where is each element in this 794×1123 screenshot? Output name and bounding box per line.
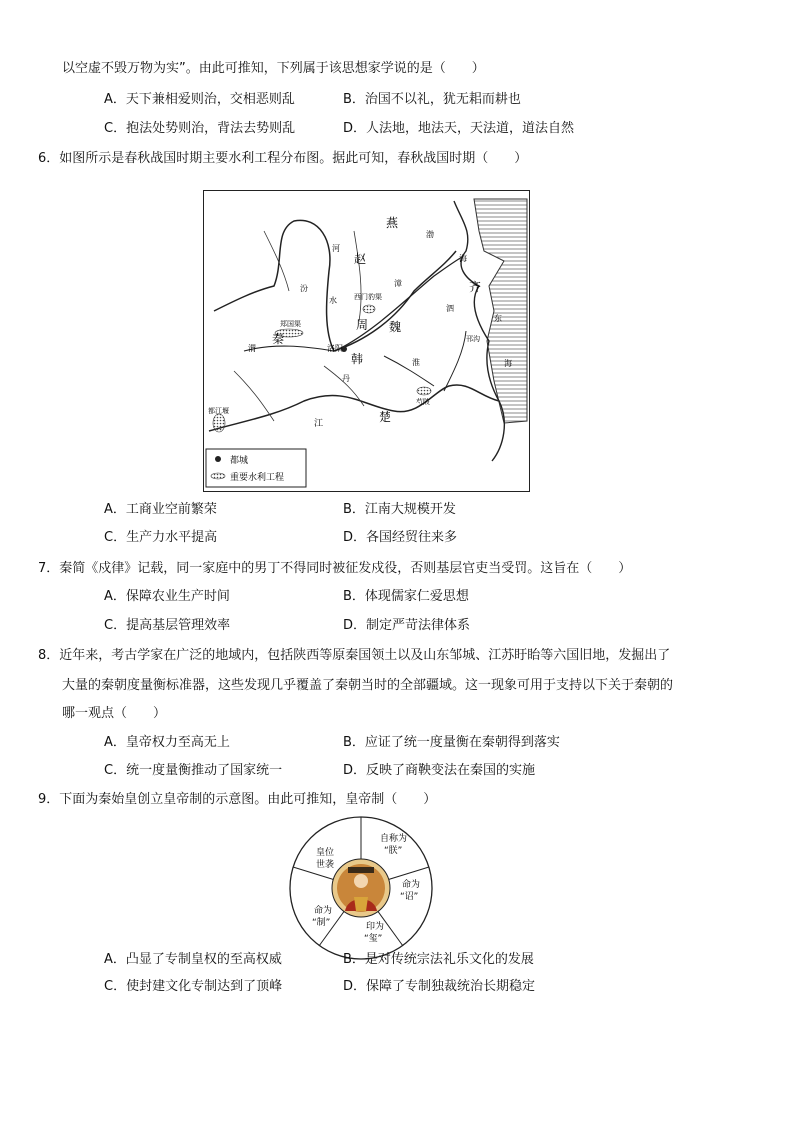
q9-stem: 9．下面为秦始皇创立皇帝制的示意图。由此可推知，皇帝制（ ） [38,792,437,807]
q8-option-b: B．应证了统一度量衡在秦朝得到落实 [343,735,560,750]
state-label: 韩 [351,352,364,366]
svg-text:水: 水 [329,296,337,305]
svg-text:丹: 丹 [342,374,350,383]
q6-option-c: C．生产力水平提高 [104,530,218,545]
q7-option-d: D．制定严苛法律体系 [343,618,471,633]
state-label: 周 [356,318,369,332]
q9-option-b: B．是对传统宗法礼乐文化的发展 [343,952,534,967]
diagram-figure [288,815,434,961]
svg-text:海: 海 [504,359,512,368]
q6-option-a: A．工商业空前繁荣 [104,502,217,517]
q8-stem-line-2: 大量的秦朝度量衡标准器，这些发现几乎覆盖了秦朝当时的全部疆域。这一现象可用于支持以下关于秦朝的 [62,678,674,693]
ximenbao-canal-mark [363,305,375,313]
svg-text:汾: 汾 [300,284,308,293]
state-label: 魏 [389,320,402,334]
legend-capital: 都城 [230,456,249,466]
quebei-mark [417,387,431,395]
q6-option-b: B．江南大规模开发 [343,502,456,517]
svg-text:淮: 淮 [412,358,420,367]
q8-option-c: C．统一度量衡推动了国家统一 [104,763,283,778]
state-label: 燕 [386,216,399,230]
segment-4-line-1: 命为 [314,906,333,916]
svg-text:都江堰: 都江堰 [208,407,229,415]
segment-1-line-1: 自称为 [380,834,408,844]
q8-stem-line-1: 8．近年来，考古学家在广泛的地域内，包括陕西等原秦国领土以及山东邹城、江苏盱眙等六国旧地，发掘出了 [38,648,671,663]
q9-option-a: A．凸显了专制皇权的至高权威 [104,952,282,967]
svg-text:邗沟: 邗沟 [466,335,480,343]
legend-waterworks: 重要水利工程 [230,473,285,483]
svg-text:漳: 漳 [394,279,402,288]
legend-waterworks-swatch [211,473,225,479]
svg-text:洛阳: 洛阳 [327,344,343,353]
svg-text:江: 江 [314,419,324,429]
state-label: 齐 [469,280,482,294]
huai-river [384,356,434,386]
sea-area [474,199,527,423]
svg-text:郑国渠: 郑国渠 [280,320,301,328]
state-label: 赵 [354,252,367,266]
hangou-canal [444,331,466,391]
legend-capital-dot [215,456,221,462]
q5-stem: 以空虚不毁万物为实”。由此可推知，下列属于该思想家学说的是（ ） [62,61,485,76]
svg-text:河: 河 [332,244,340,253]
yellow-river [214,220,456,351]
q5-option-b: B．治国不以礼，犹无耜而耕也 [343,92,521,107]
svg-text:泗: 泗 [446,304,454,313]
q8-stem-line-3: 哪一观点（ ） [62,706,167,721]
q5-option-d: D．人法地，地法天，天法道，道法自然 [343,121,575,136]
segment-3-line-2: “玺” [364,934,383,944]
q7-option-a: A．保障农业生产时间 [104,589,230,604]
segment-2-line-1: 命为 [402,880,421,890]
svg-text:渤: 渤 [426,230,434,239]
svg-text:西门豹渠: 西门豹渠 [354,293,382,301]
emperor-system-diagram [288,815,434,961]
map-figure [204,191,529,491]
q9-option-d: D．保障了专制独裁统治长期稳定 [343,979,536,994]
segment-5-line-1: 皇位 [316,848,335,858]
segment-4-line-2: “制” [312,918,331,928]
dujiangyan-mark [213,414,225,432]
warring-states-water-map [203,190,530,492]
segment-1-line-2: “朕” [384,846,403,856]
svg-text:渭: 渭 [248,344,256,353]
state-label: 秦 [272,332,285,346]
q5-option-c: C．抱法处势则治，背法去势则乱 [104,121,296,136]
river-branch [339,257,462,349]
q6-stem: 6．如图所示是春秋战国时期主要水利工程分布图。据此可知，春秋战国时期（ ） [38,151,528,166]
segment-3-line-1: 印为 [366,922,385,932]
wei-river [244,346,334,351]
svg-text:海: 海 [459,254,467,263]
q5-option-a: A．天下兼相爱则治，交相恶则乱 [104,92,295,107]
q7-option-c: C．提高基层管理效率 [104,618,231,633]
segment-5-line-2: 世袭 [316,860,335,870]
q8-option-d: D．反映了商鞅变法在秦国的实施 [343,763,536,778]
q7-stem: 7．秦简《戍律》记载，同一家庭中的男丁不得同时被征发戍役，否则基层官吏当受罚。这旨在（ ） [38,561,632,576]
state-label: 楚 [379,410,392,424]
q8-option-a: A．皇帝权力至高无上 [104,735,230,750]
svg-text:芍陂: 芍陂 [416,398,430,406]
segment-2-line-2: “诏” [400,892,419,902]
q7-option-b: B．体现儒家仁爱思想 [343,589,469,604]
q6-option-d: D．各国经贸往来多 [343,530,458,545]
svg-text:东: 东 [494,314,502,323]
q9-option-c: C．使封建文化专制达到了顶峰 [104,979,283,994]
